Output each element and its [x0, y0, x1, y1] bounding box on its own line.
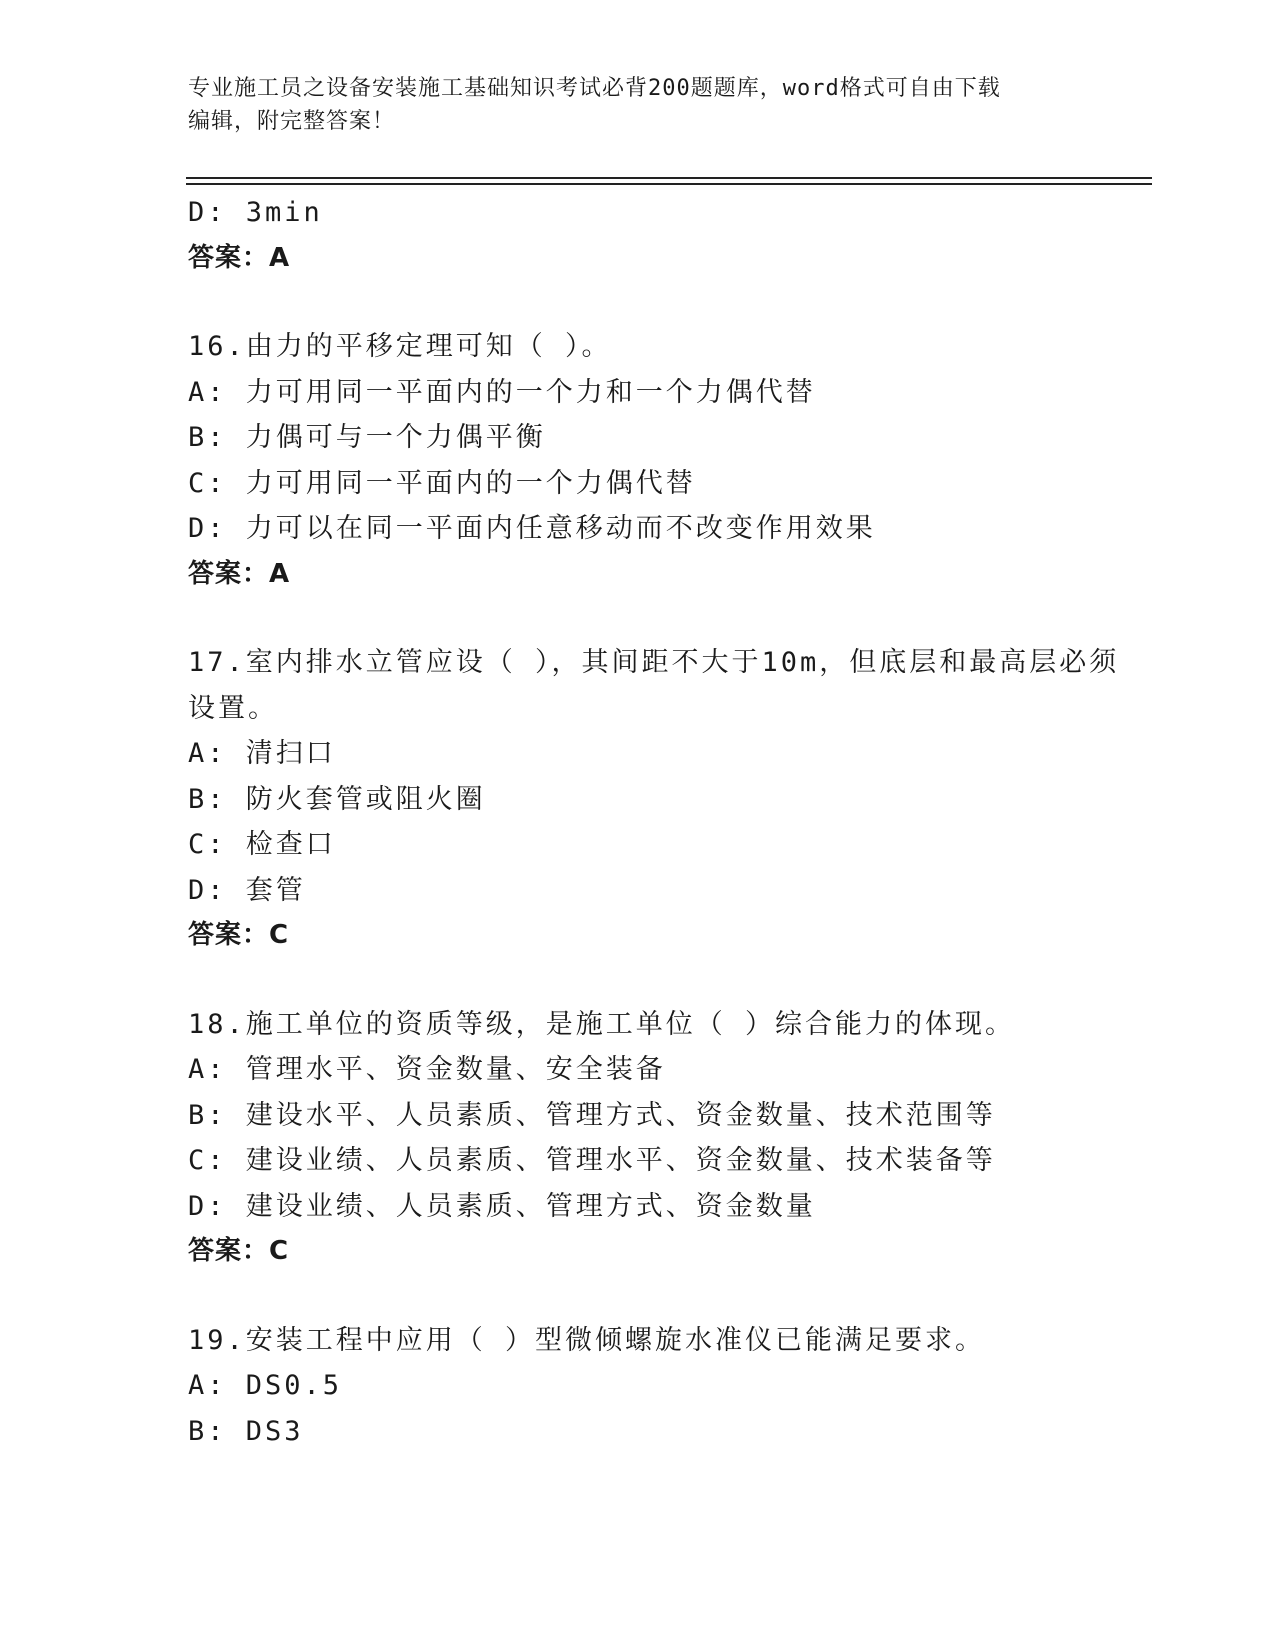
option-a: A: 力可用同一平面内的一个力和一个力偶代替 [188, 376, 816, 408]
question-block-17 [188, 640, 1128, 959]
option-a: A: DS0.5 [188, 1370, 343, 1401]
option-d: D: 建设业绩、人员素质、管理方式、资金数量 [188, 1190, 816, 1222]
document-header [188, 72, 1088, 138]
option-c: C: 力可用同一平面内的一个力偶代替 [188, 467, 696, 499]
question-stem: 19.安装工程中应用（ ）型微倾螺旋水准仪已能满足要求。 [188, 1324, 986, 1356]
question-list [188, 190, 1128, 1454]
option-c: C: 建设业绩、人员素质、管理水平、资金数量、技术装备等 [188, 1145, 996, 1176]
header-divider-top [186, 177, 1152, 179]
option-a: A: 清扫口 [188, 738, 336, 769]
header-title-line-2: 编辑，附完整答案！ [188, 109, 396, 134]
option-d: D: 套管 [188, 874, 306, 906]
answer-label: 答案：A [188, 558, 291, 589]
question-stem: 18.施工单位的资质等级，是施工单位（ ）综合能力的体现。 [188, 1008, 1016, 1040]
answer-label: 答案：C [188, 920, 290, 950]
header-title-line-1: 专业施工员之设备安装施工基础知识考试必背200题题库，word格式可自由下载 [188, 76, 1001, 101]
question-stem: 16.由力的平移定理可知（ ）。 [188, 331, 612, 362]
question-stem-line-1: 17.室内排水立管应设（ ），其间距不大于10m，但底层和最高层必须 [188, 647, 1120, 678]
question-stem-line-2: 设置。 [188, 692, 278, 724]
question-block-19 [188, 1318, 1128, 1455]
option-d: D: 3min [188, 197, 323, 228]
answer-label: 答案：C [188, 1236, 290, 1266]
option-b: B: 建设水平、人员素质、管理方式、资金数量、技术范围等 [188, 1099, 996, 1131]
option-b: B: DS3 [188, 1415, 304, 1447]
question-block-16 [188, 324, 1128, 597]
question-block-15-tail [188, 190, 1128, 281]
answer-label: 答案：A [188, 242, 291, 273]
option-a: A: 管理水平、资金数量、安全装备 [188, 1054, 666, 1085]
option-b: B: 力偶可与一个力偶平衡 [188, 422, 546, 453]
option-b: B: 防火套管或阻火圈 [188, 783, 486, 815]
option-c: C: 检查口 [188, 829, 336, 860]
option-d: D: 力可以在同一平面内任意移动而不改变作用效果 [188, 513, 876, 544]
header-divider-bottom [186, 183, 1152, 185]
question-block-18 [188, 1002, 1128, 1275]
